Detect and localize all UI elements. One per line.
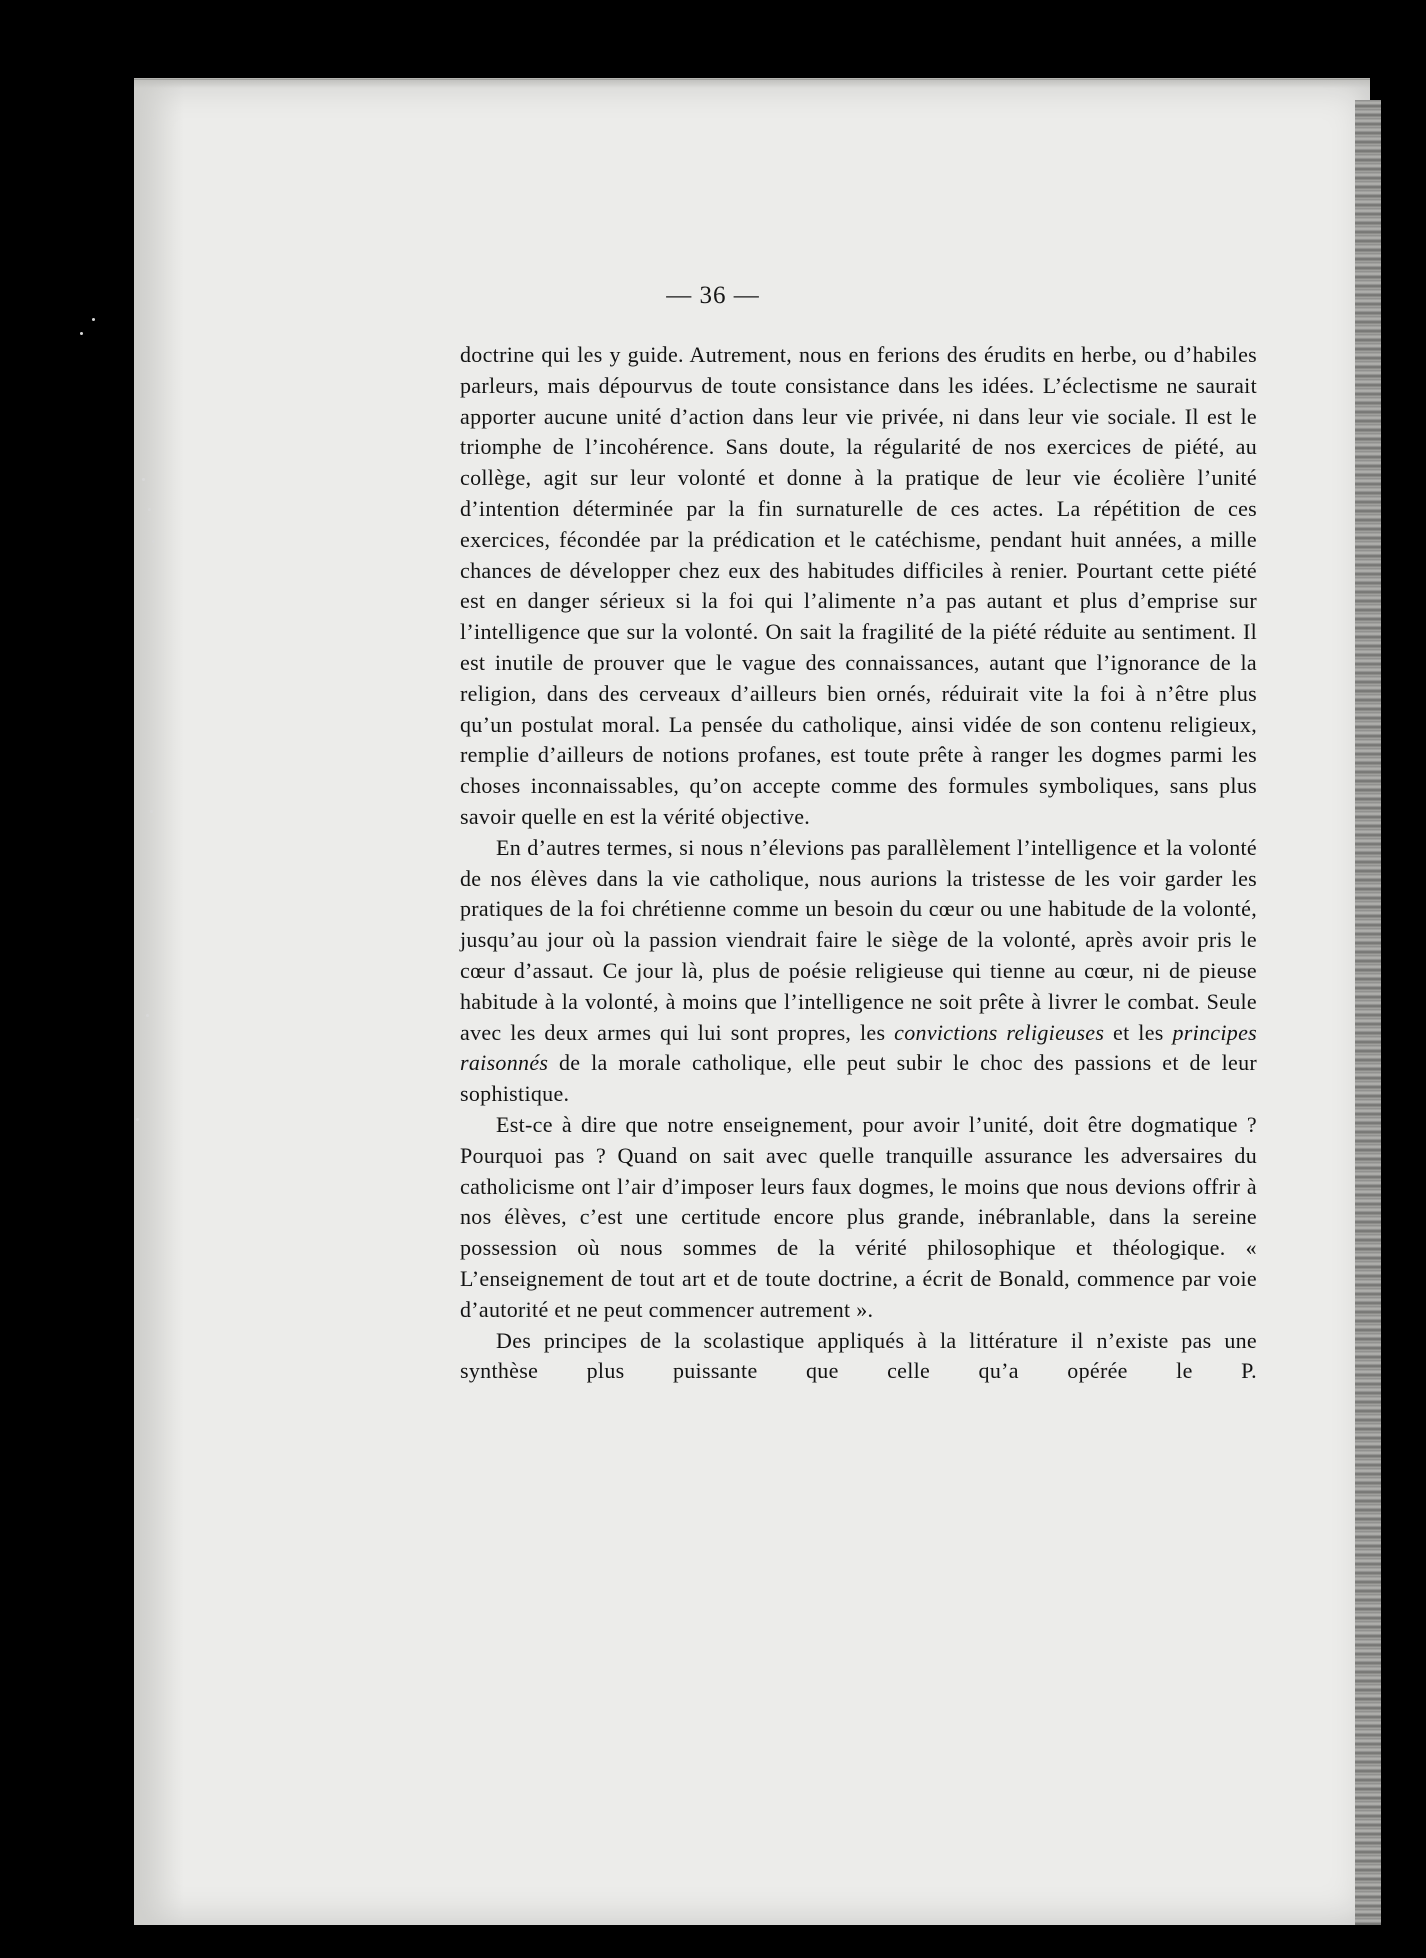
page-top-edge-shadow	[134, 78, 1370, 88]
paragraph-p1	[460, 340, 1257, 833]
page-left-edge-shadow	[134, 80, 184, 1925]
scan-speck	[92, 318, 95, 321]
scan-speck	[80, 332, 83, 335]
paragraph-p4	[460, 1326, 1257, 1388]
text-run: Est-ce à dire que notre enseignement, pour avoir l’unité, doit être dogmatique ? Pourquoi pas ? Quand on sait avec quelle tranquille assurance les adversaires du catholicisme ont l’air d’imposer leurs faux dogmes, le moins que nous devions offrir à nos élèves, c’est une certitude encore plus grande, inébranlable, dans la sereine possession où nous sommes de la vérité philosophique et théologique. « L’enseignement de tout art et de toute doctrine, a écrit de Bonald, commence par voie d’autorité et ne peut commencer autrement ».	[460, 1111, 1257, 1322]
book-spine-edge	[1355, 100, 1381, 1925]
scan-speck	[142, 478, 145, 481]
scan-speck	[148, 508, 151, 511]
scan-speck	[146, 1014, 149, 1017]
scan-speck	[152, 540, 155, 543]
scan-speck	[150, 810, 153, 813]
text-run: de la morale catholique, elle peut subir le choc des passions et de leur sophistique.	[460, 1050, 1257, 1107]
text-run: Des principes de la scolastique appliqués à la littérature il n’existe pas une synthèse plus puissante que celle qu’a opérée le P.	[460, 1327, 1257, 1384]
text-run: doctrine qui les y guide. Autrement, nous en ferions des érudits en herbe, ou d’habiles parleurs, mais dépourvus de toute consistance dans les idées. L’éclectisme ne saurait apporter aucune unité d’action dans leur vie privée, ni dans leur vie sociale. Il est le triomphe de l’incohérence. Sans doute, la régularité de nos exercices de piété, au collège, agit sur leur volonté et donne à la pratique de leur vie écolière l’unité d’intention déterminée par la fin surnaturelle de ces actes. La répétition de ces exercices, fécondée par la prédication et le catéchisme, pendant huit années, a mille chances de développer chez eux des habitudes difficiles à renier. Pourtant cette piété est en danger sérieux si la foi qui l’alimente n’a pas autant et plus d’emprise sur l’intelligence que sur la volonté. On sait la fragilité de la piété réduite au sentiment. Il est inutile de prouver que le vague des connaissances, autant que l’ignorance de la religion, dans des cerveaux d’ailleurs bien ornés, réduirait vite la foi à n’être plus qu’un postulat moral. La pensée du catholique, ainsi vidée de son contenu religieux, remplie d’ailleurs de notions profanes, est toute prête à ranger les dogmes parmi les choses inconnaissables, qu’on accepte comme des formules symboliques, sans plus savoir quelle en est la vérité objective.	[460, 342, 1257, 829]
italic-phrase: principes raisonnés	[460, 1019, 1258, 1076]
paragraph-p3	[460, 1110, 1257, 1326]
text-run: En d’autres termes, si nous n’élevions pas parallèlement l’intelligence et la volonté de nos élèves dans la vie catholique, nous aurions la tristesse de les voir garder les pratiques de la foi chrétienne comme un besoin du cœur ou une habitude de la volonté, jusqu’au jour où la passion viendrait faire le siège de la volonté, après avoir pris le cœur d’assaut. Ce jour là, plus de poésie religieuse qui tienne au cœur, ni de pieuse habitude à la volonté, à moins que l’intelligence ne soit prête à livrer le combat. Seule avec les deux armes qui lui sont propres, les	[460, 834, 1257, 1045]
paragraph-p2	[460, 833, 1257, 1110]
text-run: et les	[1104, 1019, 1173, 1045]
page-number: — 36 —	[666, 282, 760, 309]
body-text	[460, 340, 1257, 1387]
italic-phrase: convictions religieuses	[894, 1019, 1105, 1045]
scan-speck	[136, 1118, 139, 1121]
